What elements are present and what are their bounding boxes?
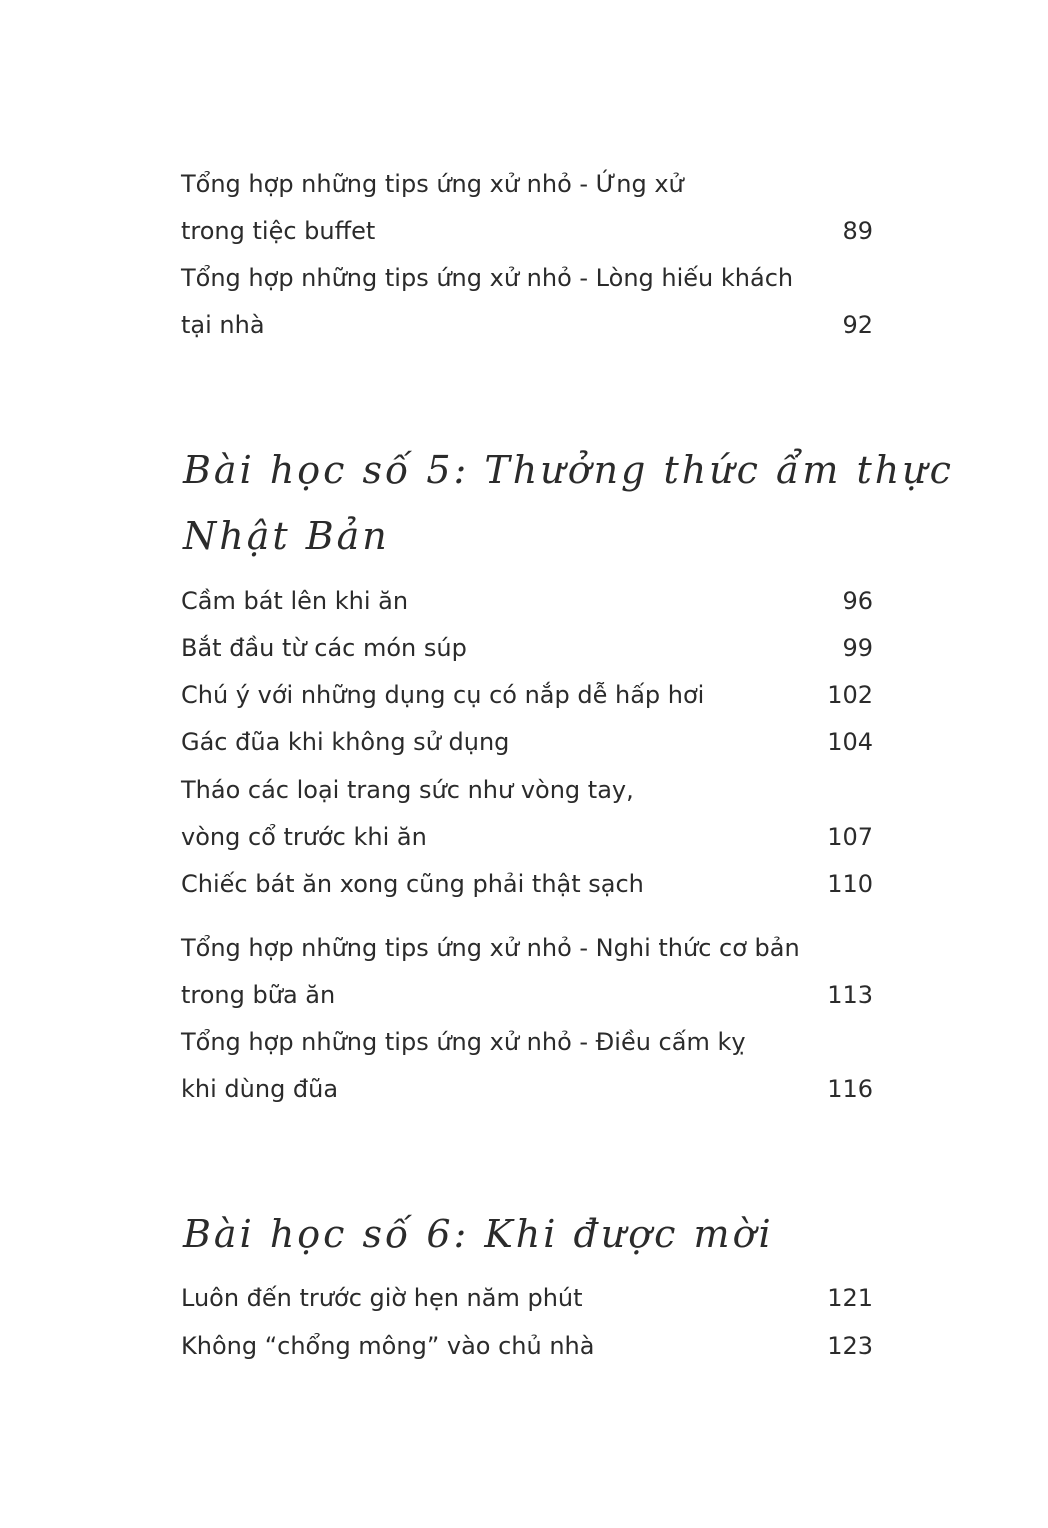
section5-title-line1: Bài học số 5: Thưởng thức ẩm thực	[183, 448, 954, 492]
toc-entry-text: Bắt đầu từ các món súp	[181, 634, 467, 662]
toc-page-number: 110	[827, 870, 873, 898]
toc-entry-text: Cầm bát lên khi ăn	[181, 587, 409, 615]
toc-page-number: 104	[827, 728, 873, 756]
toc-page-number: 99	[842, 634, 873, 662]
toc-entry-text: vòng cổ trước khi ăn	[181, 823, 427, 851]
toc-page-number: 123	[827, 1332, 873, 1360]
toc-page-number: 92	[842, 311, 873, 339]
toc-page-number: 113	[827, 981, 873, 1009]
toc-entry-text: trong tiệc buffet	[181, 217, 376, 245]
toc-page-number: 107	[827, 823, 873, 851]
toc-entry-text: trong bữa ăn	[181, 981, 336, 1009]
section5-title-line2: Nhật Bản	[183, 514, 390, 558]
toc-entry-text: Tổng hợp những tips ứng xử nhỏ - Nghi thức cơ bản	[181, 934, 800, 962]
toc-entry-text: Tổng hợp những tips ứng xử nhỏ - Ứng xử	[181, 170, 684, 198]
toc-entry-text: Tháo các loại trang sức như vòng tay,	[181, 776, 634, 804]
toc-entry-text: Tổng hợp những tips ứng xử nhỏ - Điều cấm kỵ	[181, 1028, 746, 1056]
toc-entry-text: Không “chổng mông” vào chủ nhà	[181, 1332, 595, 1360]
toc-entry-text: khi dùng đũa	[181, 1075, 339, 1103]
toc-page-number: 96	[842, 587, 873, 615]
section6-title: Bài học số 6: Khi được mời	[183, 1212, 774, 1256]
toc-entry-text: tại nhà	[181, 311, 265, 339]
toc-page-number: 121	[827, 1284, 873, 1312]
toc-entry-text: Chiếc bát ăn xong cũng phải thật sạch	[181, 870, 644, 898]
toc-page-number: 89	[842, 217, 873, 245]
toc-page-number: 102	[827, 681, 873, 709]
toc-entry-text: Luôn đến trước giờ hẹn năm phút	[181, 1284, 583, 1312]
toc-entry-text: Tổng hợp những tips ứng xử nhỏ - Lòng hiếu khách	[181, 264, 794, 292]
toc-entry-text: Chú ý với những dụng cụ có nắp dễ hấp hơi	[181, 681, 705, 709]
toc-page-number: 116	[827, 1075, 873, 1103]
toc-entry-text: Gác đũa khi không sử dụng	[181, 728, 510, 756]
